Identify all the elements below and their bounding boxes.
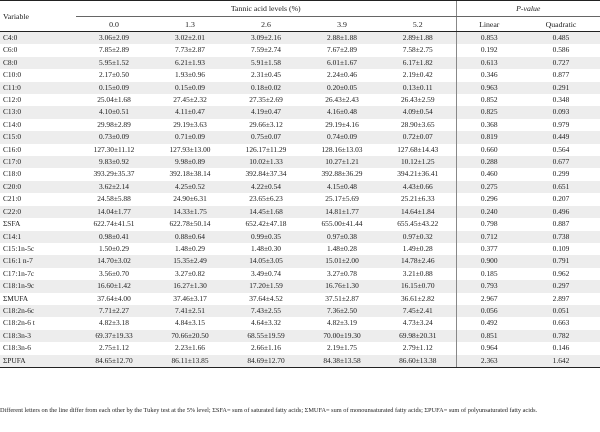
table-row xyxy=(0,94,600,106)
value-cell: 37.64±4.52 xyxy=(249,293,283,303)
variable-cell: C17:1n-7c xyxy=(3,268,35,278)
linear-p-cell: 0.192 xyxy=(456,44,522,56)
quadratic-p-cell: 0.791 xyxy=(522,255,600,267)
value-cell: 2.19±0.42 xyxy=(402,70,433,80)
value-cell: 1.93±0.96 xyxy=(175,70,205,80)
linear-p-cell: 0.296 xyxy=(456,193,522,205)
value-cell: 27.45±2.32 xyxy=(173,95,207,105)
value-cell: 392.18±38.14 xyxy=(169,169,211,179)
linear-p-cell: 0.185 xyxy=(456,268,522,280)
variable-cell: C6:0 xyxy=(3,45,18,55)
quadratic-p-cell: 0.727 xyxy=(522,57,600,69)
value-cell: 7.73±2.87 xyxy=(175,45,205,55)
value-cell: 4.82±3.18 xyxy=(99,318,129,328)
linear-p-cell: 0.460 xyxy=(456,168,522,180)
variable-cell: ΣMUFA xyxy=(3,293,29,303)
value-cell: 25.21±6.33 xyxy=(400,194,435,204)
variable-cell: C20:0 xyxy=(0,181,76,193)
table-body xyxy=(0,32,600,368)
value-cell: 16.27±1.30 xyxy=(152,280,228,292)
value-cell: 14.04±1.77 xyxy=(76,206,152,218)
level-header: 3.9 xyxy=(304,17,380,32)
quadratic-p-cell: 1.642 xyxy=(522,355,600,368)
level-header: 1.3 xyxy=(152,17,228,32)
value-cell: 3.49±0.74 xyxy=(251,268,281,278)
value-cell: 29.19±4.16 xyxy=(325,119,359,129)
value-cell: 3.27±0.82 xyxy=(175,268,205,278)
value-cell: 655.00±41.44 xyxy=(321,219,363,229)
table-footnote: Different letters on the line differ from each other by the Tukey test at the 5% level; ΣSFA= sum of saturated fatty acids; ΣMUFA= sum of monounsaturated fatty acids; ΣPUFA= sum of polyunsaturated fatty acids. xyxy=(0,407,538,414)
value-cell: 17.20±1.59 xyxy=(228,280,304,292)
table-row xyxy=(0,131,600,143)
value-cell: 0.97±0.38 xyxy=(304,231,380,243)
quadratic-p-cell: 0.297 xyxy=(522,280,600,292)
quadratic-p-cell: 0.782 xyxy=(522,330,600,342)
linear-p-cell: 0.377 xyxy=(456,243,522,255)
level-header: 0.0 xyxy=(76,17,152,32)
value-cell: 0.98±0.41 xyxy=(76,231,152,243)
value-cell: 6.17±1.82 xyxy=(380,57,456,69)
value-cell: 0.71±0.09 xyxy=(152,131,228,143)
value-cell: 6.01±1.67 xyxy=(304,57,380,69)
value-cell: 15.35±2.49 xyxy=(152,255,228,267)
value-cell: 7.85±2.89 xyxy=(99,45,129,55)
table-row xyxy=(0,32,600,45)
value-cell: 0.74±0.09 xyxy=(304,131,380,143)
value-cell: 1.49±0.28 xyxy=(402,243,433,253)
value-cell: 7.45±2.41 xyxy=(380,305,456,317)
value-cell: 0.15±0.09 xyxy=(76,82,152,94)
value-cell: 9.98±0.89 xyxy=(152,156,228,168)
value-cell: 1.48±0.30 xyxy=(251,243,281,253)
variable-cell: C18:3n-6 xyxy=(3,343,31,353)
value-cell: 14.70±3.02 xyxy=(76,255,152,267)
quadratic-p-cell: 0.348 xyxy=(552,95,570,105)
variable-cell: C18:0 xyxy=(3,169,22,179)
p-value-header: P-value xyxy=(456,1,600,17)
value-cell: 6.21±1.93 xyxy=(152,57,228,69)
variable-cell: C15:0 xyxy=(0,131,76,143)
variable-cell: C18:1n-9c xyxy=(0,280,76,292)
table-row xyxy=(0,255,600,267)
table-row xyxy=(0,156,600,168)
quadratic-p-cell: 0.093 xyxy=(522,106,600,118)
value-cell: 128.16±13.03 xyxy=(321,144,363,154)
value-cell: 1.48±0.29 xyxy=(175,243,205,253)
table-row xyxy=(0,106,600,118)
value-cell: 393.29±35.37 xyxy=(93,169,135,179)
value-cell: 4.10±0.51 xyxy=(76,106,152,118)
value-cell: 70.66±20.50 xyxy=(152,330,228,342)
table-row xyxy=(0,317,600,329)
value-cell: 4.19±0.47 xyxy=(228,106,304,118)
quadratic-p-cell: 0.109 xyxy=(552,243,570,253)
value-cell: 69.37±19.33 xyxy=(76,330,152,342)
value-cell: 24.58±5.88 xyxy=(97,194,131,204)
value-cell: 2.79±1.12 xyxy=(402,343,433,353)
linear-p-cell: 0.712 xyxy=(456,231,522,243)
level-header: 5.2 xyxy=(380,17,456,32)
value-cell: 69.98±20.31 xyxy=(380,330,456,342)
variable-cell: C18:2n-6 t xyxy=(3,318,35,328)
value-cell: 4.11±0.47 xyxy=(152,106,228,118)
quadratic-p-cell: 0.677 xyxy=(522,156,600,168)
linear-p-cell: 0.288 xyxy=(456,156,522,168)
linear-p-cell: 0.964 xyxy=(456,342,522,354)
value-cell: 2.19±1.75 xyxy=(327,343,357,353)
value-cell: 3.62±2.14 xyxy=(76,181,152,193)
value-cell: 2.23±1.66 xyxy=(175,343,205,353)
quadratic-p-cell: 0.146 xyxy=(552,343,570,353)
value-cell: 2.89±1.88 xyxy=(380,32,456,45)
variable-cell: C11:0 xyxy=(0,82,76,94)
value-cell: 622.78±50.14 xyxy=(169,219,211,229)
value-cell: 37.46±3.17 xyxy=(173,293,207,303)
value-cell: 0.15±0.09 xyxy=(152,82,228,94)
value-cell: 392.88±36.29 xyxy=(321,169,363,179)
quadratic-p-cell: 0.887 xyxy=(552,219,570,229)
table-row xyxy=(0,268,600,280)
value-cell: 23.65±6.23 xyxy=(249,194,283,204)
value-cell: 4.82±3.19 xyxy=(327,318,357,328)
value-cell: 3.09±2.16 xyxy=(228,32,304,45)
value-cell: 26.43±2.43 xyxy=(325,95,359,105)
quadratic-p-cell: 0.496 xyxy=(522,206,600,218)
table-row xyxy=(0,193,600,205)
quadratic-header: Quadratic xyxy=(522,17,600,32)
value-cell: 15.01±2.00 xyxy=(304,255,380,267)
value-cell: 10.02±1.33 xyxy=(228,156,304,168)
value-cell: 4.09±0.54 xyxy=(380,106,456,118)
value-cell: 70.00±19.30 xyxy=(304,330,380,342)
value-cell: 5.95±1.52 xyxy=(76,57,152,69)
value-cell: 86.60±13.38 xyxy=(380,355,456,368)
value-cell: 29.19±3.63 xyxy=(173,119,207,129)
value-cell: 37.64±4.00 xyxy=(97,293,131,303)
value-cell: 127.30±11.12 xyxy=(93,144,135,154)
value-cell: 14.64±1.84 xyxy=(380,206,456,218)
quadratic-p-cell: 0.877 xyxy=(552,70,570,80)
value-cell: 0.88±0.64 xyxy=(152,231,228,243)
quadratic-p-cell: 0.738 xyxy=(522,231,600,243)
value-cell: 9.83±0.92 xyxy=(76,156,152,168)
variable-cell: C14:0 xyxy=(3,119,22,129)
value-cell: 652.42±47.18 xyxy=(245,219,287,229)
table-row xyxy=(0,206,600,218)
value-cell: 7.59±2.74 xyxy=(251,45,281,55)
value-cell: 16.76±1.30 xyxy=(304,280,380,292)
value-cell: 1.50±0.29 xyxy=(99,243,129,253)
table-row xyxy=(0,293,600,305)
quadratic-p-cell: 0.207 xyxy=(552,194,570,204)
linear-p-cell: 0.900 xyxy=(456,255,522,267)
value-cell: 29.98±2.89 xyxy=(97,119,131,129)
value-cell: 36.61±2.82 xyxy=(400,293,435,303)
value-cell: 14.81±1.77 xyxy=(304,206,380,218)
variable-cell: C13:0 xyxy=(0,106,76,118)
value-cell: 4.64±3.32 xyxy=(251,318,281,328)
value-cell: 3.21±0.88 xyxy=(402,268,433,278)
value-cell: 3.27±0.78 xyxy=(327,268,357,278)
value-cell: 2.88±1.88 xyxy=(304,32,380,45)
value-cell: 0.72±0.07 xyxy=(380,131,456,143)
value-cell: 4.15±0.48 xyxy=(304,181,380,193)
value-cell: 84.38±13.58 xyxy=(304,355,380,368)
linear-p-cell: 0.492 xyxy=(456,317,522,329)
variable-cell: C18:3n-3 xyxy=(0,330,76,342)
value-cell: 127.93±13.00 xyxy=(169,144,211,154)
variable-cell: C18:2n-6c xyxy=(0,305,76,317)
quadratic-p-cell: 0.962 xyxy=(552,268,570,278)
variable-cell: C21:0 xyxy=(3,194,22,204)
value-cell: 4.16±0.48 xyxy=(304,106,380,118)
quadratic-p-cell: 0.299 xyxy=(552,169,570,179)
variable-cell: C4:0 xyxy=(0,32,76,45)
value-cell: 0.13±0.11 xyxy=(380,82,456,94)
table-row xyxy=(0,305,600,317)
value-cell: 14.33±1.75 xyxy=(152,206,228,218)
value-cell: 7.67±2.89 xyxy=(327,45,357,55)
value-cell: 4.84±3.15 xyxy=(175,318,205,328)
value-cell: 2.17±0.50 xyxy=(99,70,129,80)
variable-cell: C15:1n-5c xyxy=(3,243,35,253)
value-cell: 25.17±5.69 xyxy=(325,194,359,204)
value-cell: 24.90±6.31 xyxy=(173,194,207,204)
value-cell: 16.60±1.42 xyxy=(76,280,152,292)
linear-p-cell: 0.798 xyxy=(456,218,522,230)
table-row xyxy=(0,144,600,156)
value-cell: 16.15±0.70 xyxy=(380,280,456,292)
quadratic-p-cell: 0.586 xyxy=(552,45,570,55)
value-cell: 28.90±3.65 xyxy=(400,119,435,129)
value-cell: 25.04±1.68 xyxy=(97,95,131,105)
linear-p-cell: 0.851 xyxy=(456,330,522,342)
value-cell: 0.18±0.02 xyxy=(228,82,304,94)
table-row xyxy=(0,69,600,81)
quadratic-p-cell: 0.291 xyxy=(522,82,600,94)
variable-cell: ΣPUFA xyxy=(0,355,76,368)
value-cell: 7.43±2.55 xyxy=(228,305,304,317)
value-cell: 4.22±0.54 xyxy=(228,181,304,193)
value-cell: 4.43±0.66 xyxy=(380,181,456,193)
table-row xyxy=(0,330,600,342)
quadratic-p-cell: 0.564 xyxy=(552,144,570,154)
variable-cell: C22:0 xyxy=(0,206,76,218)
value-cell: 1.48±0.28 xyxy=(327,243,357,253)
value-cell: 10.27±1.21 xyxy=(304,156,380,168)
value-cell: 2.31±0.45 xyxy=(251,70,281,80)
value-cell: 27.35±2.69 xyxy=(249,95,283,105)
table-row xyxy=(0,231,600,243)
value-cell: 2.66±1.16 xyxy=(251,343,281,353)
value-cell: 7.58±2.75 xyxy=(402,45,433,55)
level-header: 2.6 xyxy=(228,17,304,32)
linear-p-cell: 0.368 xyxy=(456,119,522,131)
variable-cell: C17:0 xyxy=(0,156,76,168)
linear-p-cell: 0.346 xyxy=(456,69,522,81)
value-cell: 7.41±2.51 xyxy=(152,305,228,317)
quadratic-p-cell: 2.897 xyxy=(552,293,570,303)
table-row xyxy=(0,57,600,69)
variable-header: Variable xyxy=(0,1,76,32)
value-cell: 84.69±12.70 xyxy=(228,355,304,368)
linear-p-cell: 0.853 xyxy=(456,32,522,45)
linear-p-cell: 0.275 xyxy=(456,181,522,193)
value-cell: 14.45±1.68 xyxy=(228,206,304,218)
linear-p-cell: 0.660 xyxy=(456,144,522,156)
value-cell: 0.20±0.05 xyxy=(304,82,380,94)
variable-cell: C16:1 n-7 xyxy=(0,255,76,267)
value-cell: 14.78±2.46 xyxy=(380,255,456,267)
table-row xyxy=(0,243,600,255)
value-cell: 2.24±0.46 xyxy=(327,70,357,80)
table-row xyxy=(0,342,600,354)
variable-cell: C14:1 xyxy=(0,231,76,243)
table-row xyxy=(0,44,600,56)
variable-cell: C10:0 xyxy=(3,70,22,80)
value-cell: 10.12±1.25 xyxy=(380,156,456,168)
linear-p-cell: 0.240 xyxy=(456,206,522,218)
table-row xyxy=(0,280,600,292)
variable-cell: ΣSFA xyxy=(3,219,21,229)
value-cell: 86.11±13.85 xyxy=(152,355,228,368)
value-cell: 0.99±0.35 xyxy=(228,231,304,243)
linear-header: Linear xyxy=(456,17,522,32)
value-cell: 37.51±2.87 xyxy=(325,293,359,303)
linear-p-cell: 2.363 xyxy=(456,355,522,368)
linear-p-cell: 0.852 xyxy=(456,94,522,106)
value-cell: 84.65±12.70 xyxy=(76,355,152,368)
variable-cell: C16:0 xyxy=(3,144,22,154)
linear-p-cell: 0.056 xyxy=(456,305,522,317)
variable-cell: C12:0 xyxy=(3,95,22,105)
linear-p-cell: 0.793 xyxy=(456,280,522,292)
linear-p-cell: 0.825 xyxy=(456,106,522,118)
value-cell: 126.17±11.29 xyxy=(245,144,287,154)
value-cell: 655.45±43.22 xyxy=(397,219,439,229)
table-row xyxy=(0,119,600,131)
value-cell: 14.05±3.05 xyxy=(228,255,304,267)
value-cell: 4.25±0.52 xyxy=(152,181,228,193)
value-cell: 127.68±14.43 xyxy=(397,144,439,154)
value-cell: 3.02±2.01 xyxy=(152,32,228,45)
value-cell: 7.36±2.50 xyxy=(304,305,380,317)
quadratic-p-cell: 0.979 xyxy=(552,119,570,129)
table-row xyxy=(0,355,600,368)
tannic-levels-header: Tannic acid levels (%) xyxy=(76,1,456,17)
value-cell: 7.71±2.27 xyxy=(76,305,152,317)
quadratic-p-cell: 0.663 xyxy=(552,318,570,328)
value-cell: 29.66±3.12 xyxy=(249,119,283,129)
value-cell: 26.43±2.59 xyxy=(400,95,435,105)
value-cell: 0.73±0.09 xyxy=(76,131,152,143)
value-cell: 68.55±19.59 xyxy=(228,330,304,342)
value-cell: 5.91±1.58 xyxy=(228,57,304,69)
linear-p-cell: 2.967 xyxy=(456,293,522,305)
quadratic-p-cell: 0.051 xyxy=(522,305,600,317)
value-cell: 622.74±41.51 xyxy=(93,219,135,229)
quadratic-p-cell: 0.449 xyxy=(522,131,600,143)
table-row xyxy=(0,82,600,94)
variable-cell: C8:0 xyxy=(0,57,76,69)
value-cell: 3.56±0.70 xyxy=(99,268,129,278)
value-cell: 2.75±1.12 xyxy=(99,343,129,353)
quadratic-p-cell: 0.485 xyxy=(522,32,600,45)
linear-p-cell: 0.613 xyxy=(456,57,522,69)
value-cell: 0.97±0.32 xyxy=(380,231,456,243)
value-cell: 392.84±37.34 xyxy=(245,169,287,179)
value-cell: 394.21±36.41 xyxy=(397,169,439,179)
value-cell: 0.75±0.07 xyxy=(228,131,304,143)
value-cell: 4.73±3.24 xyxy=(402,318,433,328)
quadratic-p-cell: 0.651 xyxy=(522,181,600,193)
table-row xyxy=(0,218,600,230)
linear-p-cell: 0.963 xyxy=(456,82,522,94)
value-cell: 3.06±2.09 xyxy=(76,32,152,45)
linear-p-cell: 0.819 xyxy=(456,131,522,143)
table-row xyxy=(0,168,600,180)
table-row xyxy=(0,181,600,193)
